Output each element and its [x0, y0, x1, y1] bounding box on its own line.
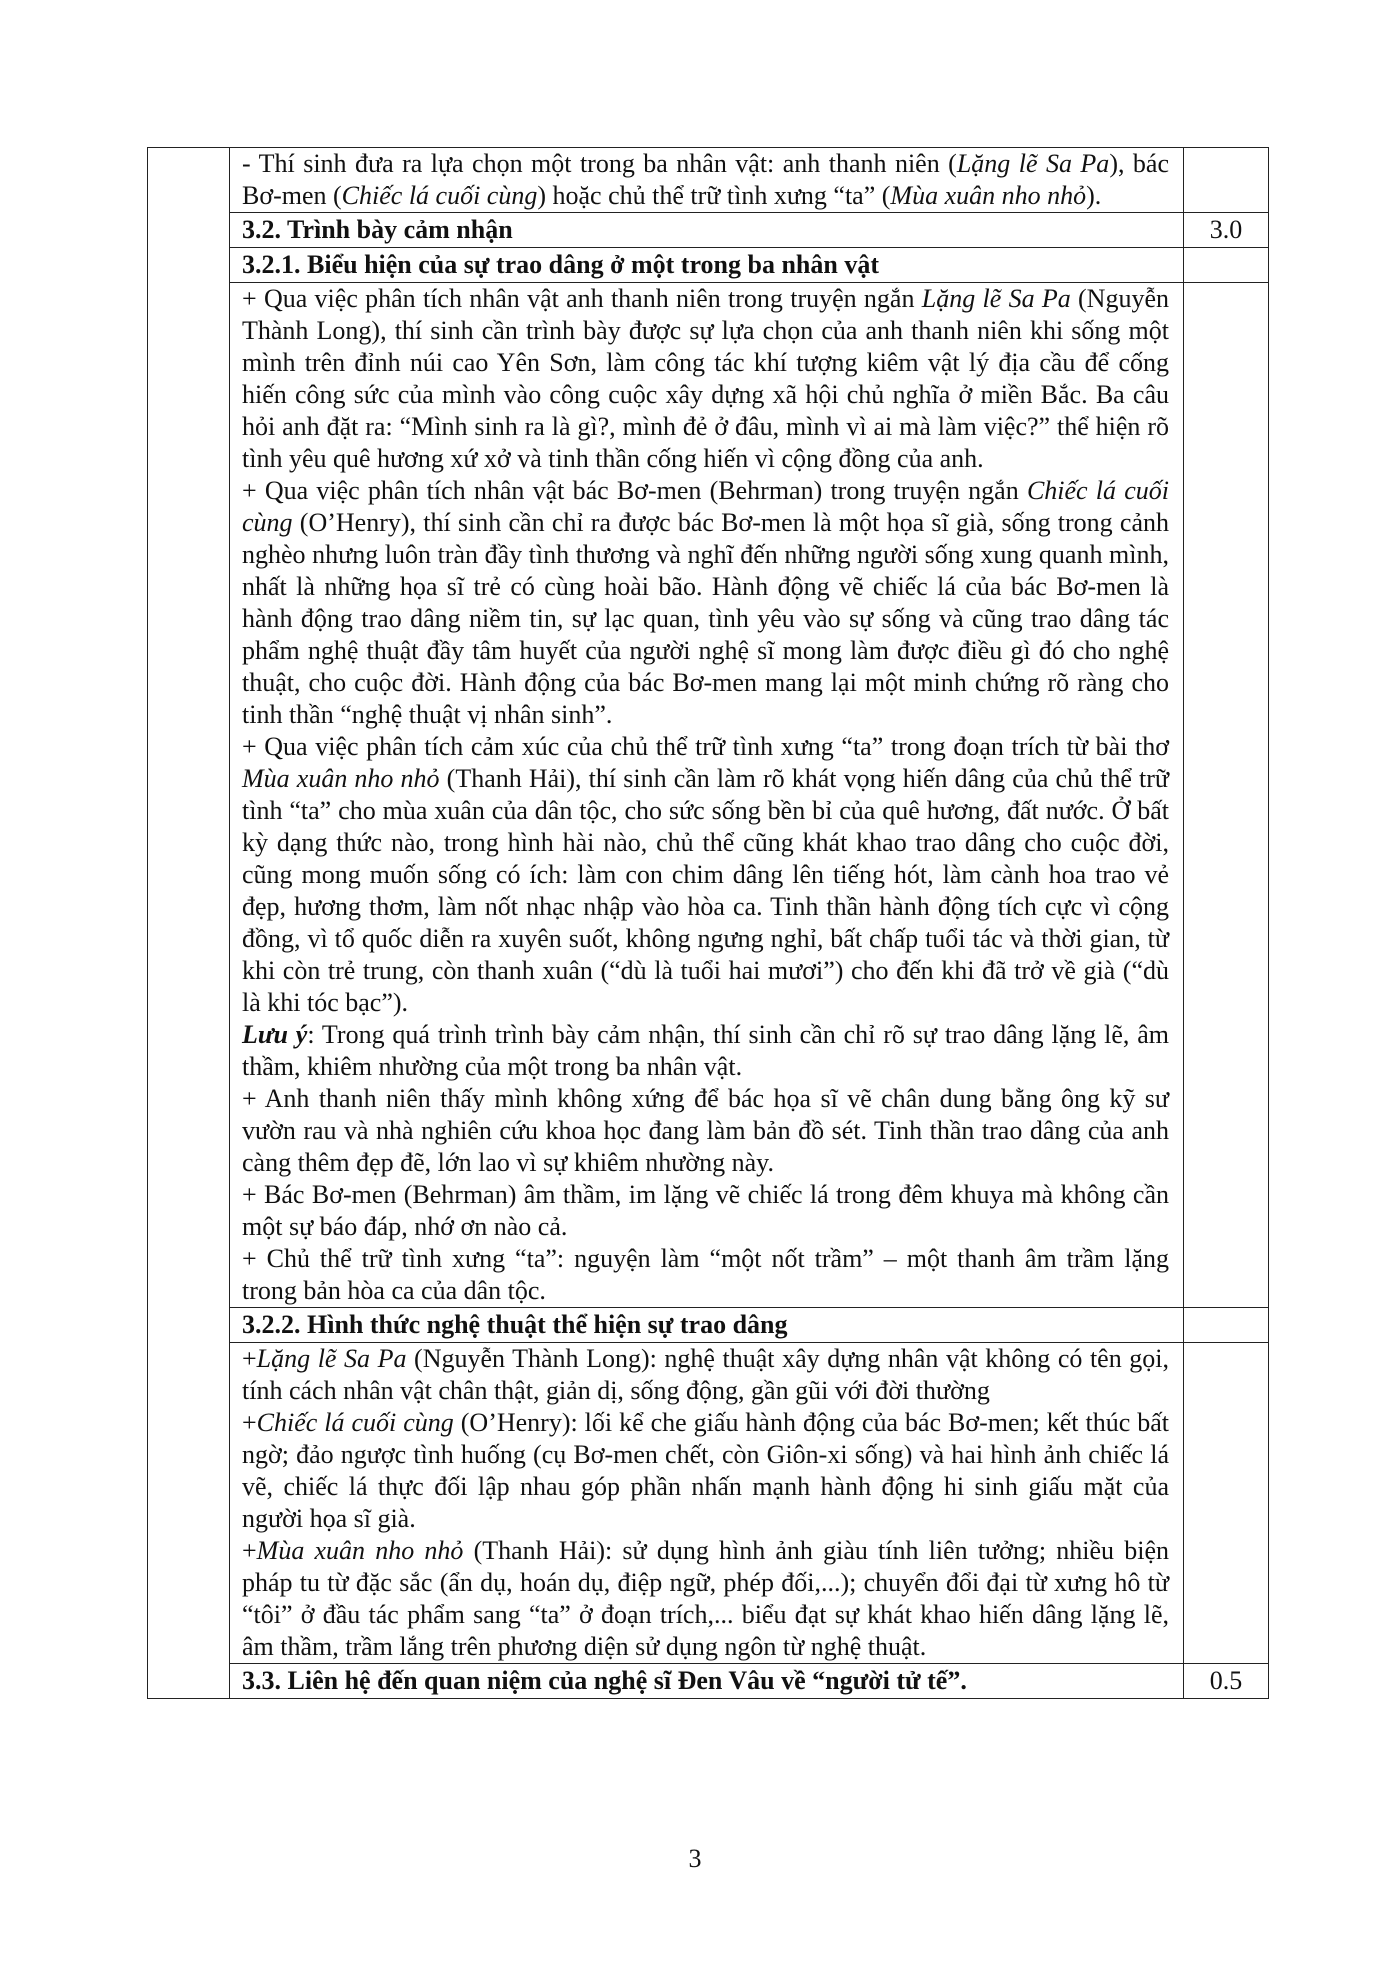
section-3-2-1-body	[242, 283, 1169, 1307]
table-row	[148, 1664, 1269, 1699]
scoring-table	[147, 147, 1269, 1699]
section-3-2-title: 3.2. Trình bày cảm nhận	[242, 215, 513, 244]
section-3-3-title: 3.3. Liên hệ đến quan niệm của nghệ sĩ Đen Vâu về “người tử tế”.	[242, 1666, 967, 1695]
paragraph-chu-the-ta: + Qua việc phân tích cảm xúc của chủ thể trữ tình xưng “ta” trong đoạn trích từ bài thơ Mùa xuân nho nhỏ (Thanh Hải), thí sinh cần làm rõ khát vọng hiến dâng của chủ thể trữ tình “ta” cho mùa xuân của dân tộc, cho sức sống bền bỉ của quê hương, đất nước. Ở bất kỳ dạng thức nào, trong hình hài nào, chủ thể cũng khát khao trao dâng cho cuộc đời, cũng mong muốn sống có ích: làm con chim dâng lên tiếng hót, làm cành hoa trao vẻ đẹp, hương thơm, làm nốt nhạc nhập vào hòa ca. Tinh thần hành động tích cực vì cộng đồng, vì tổ quốc diễn ra xuyên suốt, không ngưng nghỉ, bất chấp tuổi tác và thời gian, từ khi còn trẻ trung, còn thanh xuân (“dù là tuổi hai mươi”) cho đến khi đã trở về già (“dù là khi tóc bạc”).	[242, 732, 1169, 1017]
section-3-3-score: 0.5	[1209, 1666, 1243, 1695]
table-row	[148, 213, 1269, 248]
paragraph-art-sa-pa: +Lặng lẽ Sa Pa (Nguyễn Thành Long): nghệ thuật xây dựng nhân vật không có tên gọi, tính cách nhân vật chân thật, giản dị, sống động, gần gũi với đời thường	[242, 1344, 1170, 1405]
paragraph-note-chu-the: + Chủ thể trữ tình xưng “ta”: nguyện làm “một nốt trầm” – một thanh âm trầm lặng trong bản hòa ca của dân tộc.	[242, 1244, 1169, 1305]
section-heading-cell	[230, 1664, 1184, 1699]
score-cell	[1184, 148, 1269, 213]
paragraph-art-chiec-la: +Chiếc lá cuối cùng (O’Henry): lối kể che giấu hành động của bác Bơ-men; kết thúc bất ngờ; đảo ngược tình huống (cụ Bơ-men chết, còn Giôn-xi sống) và hai hình ảnh chiếc lá vẽ, chiếc lá thực đối lập nhau góp phần nhấn mạnh hành động hi sinh giấu mặt của người họa sĩ già.	[242, 1408, 1169, 1533]
score-cell	[1184, 213, 1269, 248]
paragraph-note-bo-men: + Bác Bơ-men (Behrman) âm thầm, im lặng vẽ chiếc lá trong đêm khuya mà không cần một sự báo đáp, nhớ ơn nào cả.	[242, 1180, 1169, 1241]
content-cell	[230, 283, 1184, 1308]
intro-paragraph: - Thí sinh đưa ra lựa chọn một trong ba nhân vật: anh thanh niên (Lặng lẽ Sa Pa), bác Bơ-men (Chiếc lá cuối cùng) hoặc chủ thể trữ tình xưng “ta” (Mùa xuân nho nhỏ).	[242, 149, 1170, 210]
table-row	[148, 1308, 1269, 1343]
table-row	[148, 248, 1269, 283]
left-column-cell	[148, 148, 230, 1699]
paragraph-thanh-nien: + Qua việc phân tích nhân vật anh thanh niên trong truyện ngắn Lặng lẽ Sa Pa (Nguyễn Thành Long), thí sinh cần trình bày được sự lựa chọn của anh thanh niên khi sống một mình trên đỉnh núi cao Yên Sơn, làm công tác khí tượng kiêm vật lý địa cầu để cống hiến công sức của mình vào công cuộc xây dựng xã hội chủ nghĩa ở miền Bắc. Ba câu hỏi anh đặt ra: “Mình sinh ra là gì?, mình đẻ ở đâu, mình vì ai mà làm việc?” thể hiện rõ tình yêu quê hương xứ xở và tinh thần cống hiến vì cộng đồng của anh.	[242, 284, 1169, 473]
section-3-2-2-body	[242, 1343, 1169, 1663]
section-heading-cell	[230, 248, 1184, 283]
score-cell	[1184, 1343, 1269, 1664]
section-3-2-score: 3.0	[1209, 215, 1243, 244]
section-heading-cell	[230, 213, 1184, 248]
page-number: 3	[688, 1844, 702, 1873]
paragraph-note-thanh-nien: + Anh thanh niên thấy mình không xứng để bác họa sĩ vẽ chân dung bằng ông kỹ sư vườn rau và nhà nghiên cứu khoa học đang làm bản đồ sét. Tinh thần trao dâng của anh càng thêm đẹp đẽ, lớn lao vì sự khiêm nhường này.	[242, 1084, 1169, 1177]
content-cell	[230, 1343, 1184, 1664]
paragraph-note: Lưu ý: Trong quá trình trình bày cảm nhận, thí sinh cần chỉ rõ sự trao dâng lặng lẽ, âm thầm, khiêm nhường của một trong ba nhân vật.	[242, 1020, 1169, 1081]
table-row	[148, 148, 1269, 213]
section-heading-cell	[230, 1308, 1184, 1343]
section-3-2-2-title: 3.2.2. Hình thức nghệ thuật thể hiện sự trao dâng	[242, 1310, 788, 1339]
table-row	[148, 283, 1269, 1308]
paragraph-bo-men: + Qua việc phân tích nhân vật bác Bơ-men (Behrman) trong truyện ngắn Chiếc lá cuối cùng (O’Henry), thí sinh cần chỉ ra được bác Bơ-men là một họa sĩ già, sống trong cảnh nghèo nhưng luôn tràn đầy tình thương và nghĩ đến những người sống xung quanh mình, nhất là những họa sĩ trẻ có cùng hoài bão. Hành động vẽ chiếc lá của bác Bơ-men là hành động trao dâng niềm tin, sự lạc quan, tình yêu vào sự sống và cũng trao dâng tác phẩm nghệ thuật đầy tâm huyết của người nghệ sĩ mong làm được điều gì đó cho nghệ thuật, cho cuộc đời. Hành động của bác Bơ-men mang lại một minh chứng rõ ràng cho tinh thần “nghệ thuật vị nhân sinh”.	[242, 476, 1169, 729]
score-cell	[1184, 1308, 1269, 1343]
intro-cell	[230, 148, 1184, 213]
score-cell	[1184, 248, 1269, 283]
section-3-2-1-title: 3.2.1. Biểu hiện của sự trao dâng ở một trong ba nhân vật	[242, 250, 879, 279]
score-cell	[1184, 1664, 1269, 1699]
score-cell	[1184, 283, 1269, 1308]
paragraph-art-mua-xuan: +Mùa xuân nho nhỏ (Thanh Hải): sử dụng hình ảnh giàu tính liên tưởng; nhiều biện pháp tu từ đặc sắc (ẩn dụ, hoán dụ, điệp ngữ, phép đối,...); chuyển đổi đại từ xưng hô từ “tôi” ở đầu tác phẩm sang “ta” ở đoạn trích,... biểu đạt sự khát khao hiến dâng lặng lẽ, âm thầm, trầm lắng trên phương diện sử dụng ngôn từ nghệ thuật.	[242, 1536, 1169, 1661]
table-row	[148, 1343, 1269, 1664]
